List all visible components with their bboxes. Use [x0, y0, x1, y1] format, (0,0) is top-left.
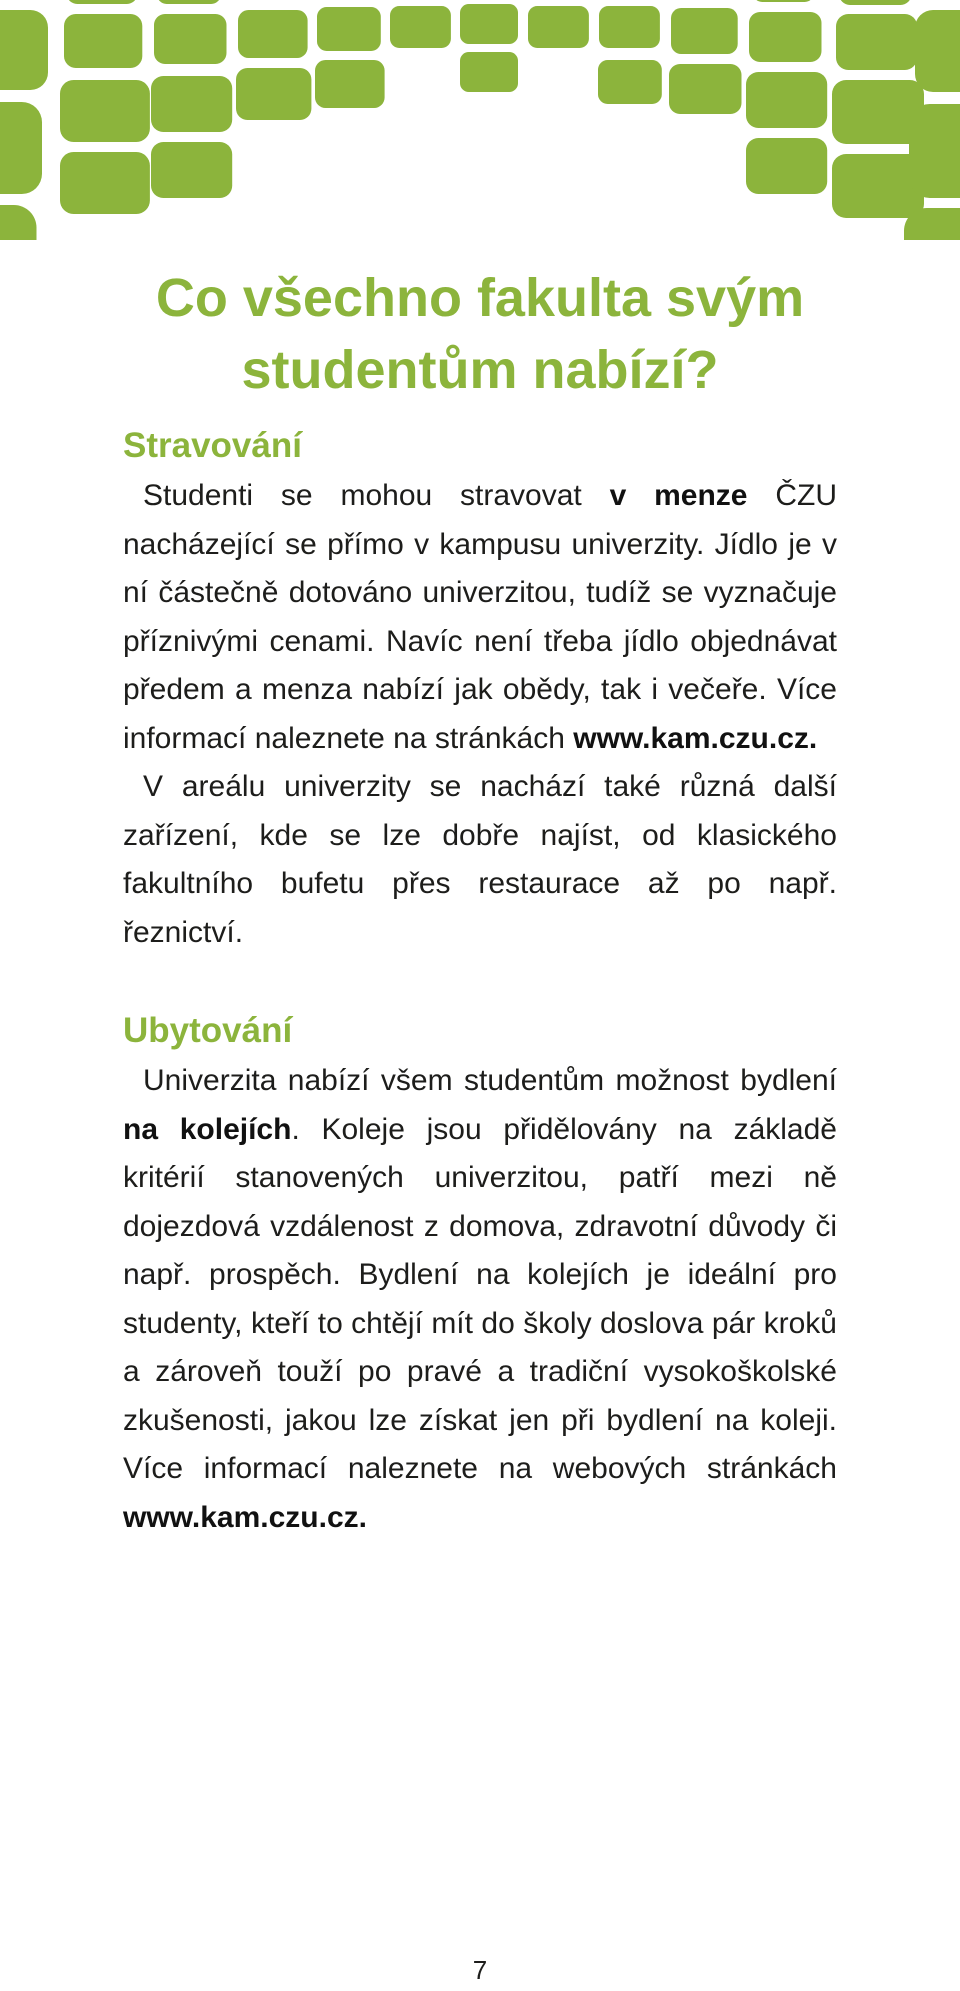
bold-text-menza: v menze [609, 479, 748, 512]
decorative-tile [669, 64, 742, 114]
decorative-tile [0, 102, 42, 194]
paragraph-ubytovani-1 [123, 1057, 837, 1542]
decorative-tile [0, 205, 37, 240]
web-address: www.kam.czu.cz. [573, 721, 818, 755]
text: Univerzita nabízí všem studentům možnost bydlení [143, 1064, 837, 1097]
bold-text-koleje: na kolejích [123, 1112, 292, 1146]
decorative-tile [151, 76, 232, 132]
web-address: www.kam.czu.cz. [123, 1500, 367, 1534]
decorative-tile [460, 52, 518, 92]
decorative-tile [154, 14, 227, 64]
main-content [123, 420, 837, 1542]
text: ČZU nacházející se přímo v kampusu univerzity. Jídlo je v ní částečně dotováno univerzitou, tudíž se vyznačuje příznivými cenami. Navíc není třeba jídlo objednávat předem a menza nabízí jak obědy, tak i večeře. Více informací naleznete na stránkách [123, 479, 837, 755]
decorative-tile [598, 60, 662, 104]
decorative-tile [157, 0, 221, 4]
decorative-tile [528, 6, 589, 48]
section-heading-stravovani: Stravování [123, 426, 302, 465]
decorative-tile [67, 0, 138, 4]
decorative-tile [60, 80, 150, 142]
decorative-tile [599, 6, 660, 48]
decorative-tile [915, 10, 960, 92]
decorative-tile [460, 4, 518, 44]
page-title [0, 262, 960, 406]
text: Studenti se mohou stravovat [143, 479, 610, 512]
decorative-tile [671, 8, 738, 54]
decorative-tile [839, 0, 912, 5]
decorative-tile [60, 152, 150, 214]
section-gap [123, 957, 837, 1005]
decorative-tile [836, 14, 917, 70]
page-title-line-1: Co všechno fakulta svým [155, 268, 805, 328]
decorative-tile [315, 60, 385, 108]
decorative-tiles [0, 0, 960, 240]
decorative-tile [317, 7, 381, 51]
decorative-tile [909, 104, 960, 198]
page-number: 7 [472, 1955, 488, 1985]
decorative-tile [64, 14, 142, 68]
decorative-tile [753, 0, 814, 2]
decorative-tile [390, 6, 451, 48]
text: . Koleje jsou přidělovány na základě kritérií stanovených univerzitou, patří mezi ně dojezdová vzdálenost z domova, zdravotní důvody či např. prospěch. Bydlení na kolejích je ideální pro studenty, kteří to chtějí mít do školy doslova pár kroků a zároveň touží po pravé a tradiční vysokoškolské zkušenosti, jakou lze získat jen při bydlení na koleji. Více informací naleznete na webových stránkách [123, 1112, 837, 1485]
decorative-tile [746, 72, 827, 128]
page-title-line-2: studentům nabízí? [241, 340, 719, 400]
paragraph-stravovani-1 [123, 472, 837, 763]
section-heading-ubytovani: Ubytování [123, 1011, 293, 1050]
decorative-tile [746, 138, 827, 194]
paragraph-stravovani-2: V areálu univerzity se nachází také různá další zařízení, kde se lze dobře najíst, od klasického fakultního bufetu přes restaurace až po např. řeznictví. [123, 770, 837, 949]
decorative-tile [236, 68, 311, 120]
decorative-tile [238, 10, 308, 58]
decorative-tile [749, 12, 822, 62]
decorative-tile [0, 10, 48, 90]
header-tile-pattern [0, 0, 960, 240]
decorative-tile [151, 142, 232, 198]
